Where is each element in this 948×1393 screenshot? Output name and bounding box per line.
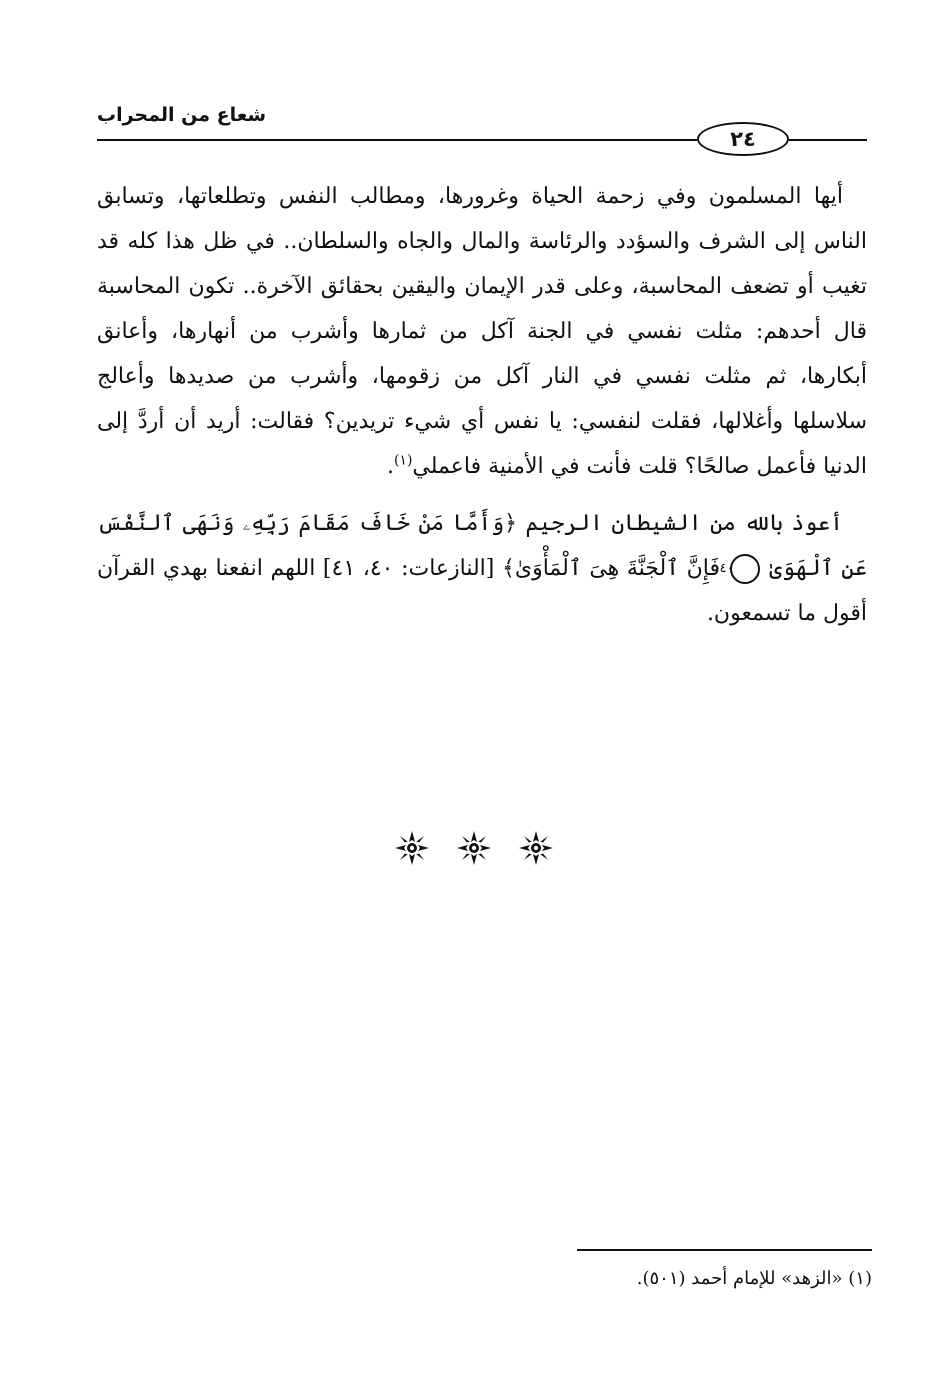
verse-number: ٤٠ [730,554,760,584]
paragraph-text: اللهم انفعنا بهدي القرآن أقول ما تسمعون. [97,556,867,626]
flower-ornament-icon [518,830,554,866]
flower-ornament-icon [394,830,430,866]
main-text [97,174,867,636]
paragraph [97,501,867,636]
paragraph-text: أعوذ بالله من الشيطان الرجيم ﴿وَأَمَّا مَنْ خَافَ مَقَامَ رَبِّهِۦ وَنَهَى ٱلنَّفْسَ عَنِ ٱلْهَوَىٰ [97,511,868,581]
paragraph [97,174,867,489]
flower-ornament-icon [456,830,492,866]
section-divider [394,830,554,866]
footnote-marker: (١) [393,452,413,469]
header-rule [97,139,697,141]
page-header [97,104,867,154]
verse-text: فَإِنَّ ٱلْجَنَّةَ هِىَ ٱلْمَأْوَىٰ﴾ [501,556,721,581]
paragraph-end: . [386,454,394,479]
header-rule-right [789,139,867,141]
page-number: ٢٤ [697,122,789,156]
verse-reference: [النازعات: ٤٠، ٤١] [322,556,495,581]
footnote: (١) «الزهد» للإمام أحمد (٥٠١). [636,1268,872,1289]
paragraph-text: أيها المسلمون وفي زحمة الحياة وغرورها، ومطالب النفس وتطلعاتها، وتسابق الناس إلى الشرف والسؤدد والرئاسة والمال والجاه والسلطان.. في ظل هذا كله قد تغيب أو تضعف المحاسبة، وعلى قدر الإيمان واليقين بحقائق الآخرة.. تكون المحاسبة قال أحدهم: مثلت نفسي في الجنة آكل من ثمارها وأشرب من أنهارها، وأعانق أبكارها، ثم مثلت نفسي في النار آكل من زقومها، وأشرب من صديدها وأعالج سلاسلها وأغلالها، فقلت لنفسي: يا نفس أي شيء تريدين؟ فقالت: أريد أن أردَّ إلى الدنيا فأعمل صالحًا؟ قلت فأنت في الأمنية فاعملي [97,184,867,479]
book-title: شعاع من المحراب [97,104,267,126]
footnote-separator [577,1249,872,1251]
